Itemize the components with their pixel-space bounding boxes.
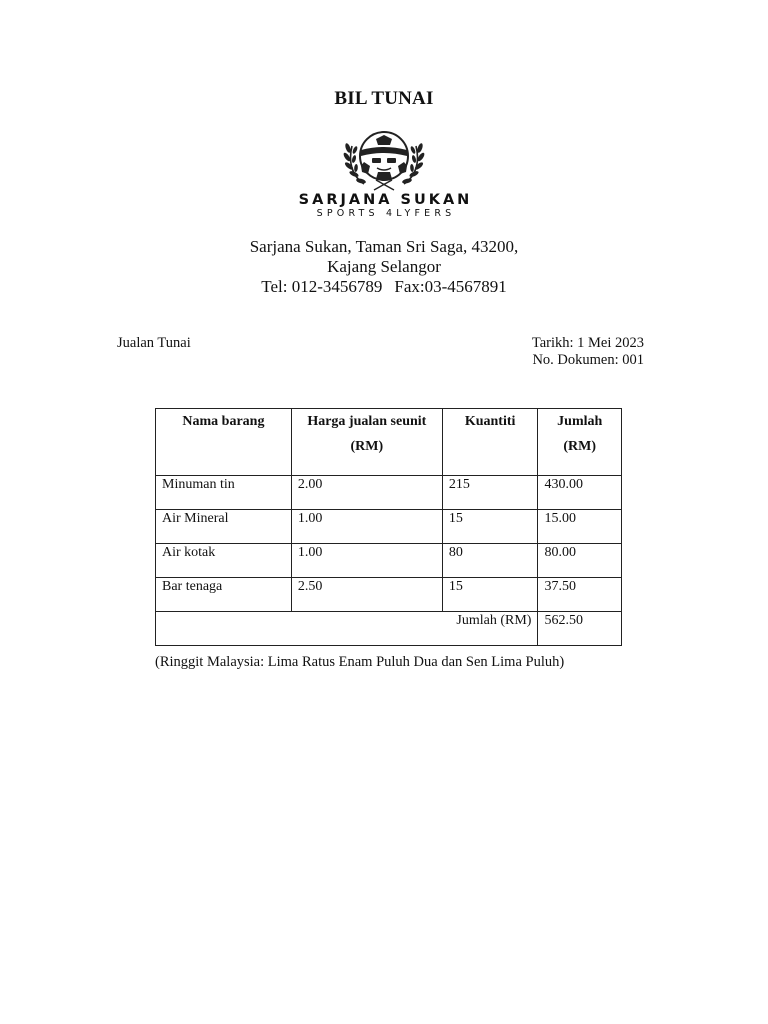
header-label: Kuantiti: [464, 414, 516, 429]
item-name-cell: Air kotak: [156, 544, 292, 578]
item-name-cell: Bar tenaga: [156, 578, 292, 612]
header-label: Jumlah: [557, 414, 603, 429]
amount-in-words: (Ringgit Malaysia: Lima Ratus Enam Puluh Dua dan Sen Lima Puluh): [155, 654, 565, 670]
table-row: [156, 510, 622, 544]
table-row: [156, 476, 622, 510]
grand-total-label: Jumlah (RM): [156, 612, 538, 646]
header-label: Harga jualan seunit: [307, 414, 427, 429]
address-line-1: Sarjana Sukan, Taman Sri Saga, 43200,: [249, 237, 519, 256]
brand-block: [0, 192, 768, 219]
document-number: No. Dokumen: 001: [532, 352, 644, 368]
sale-type: Jualan Tunai: [117, 335, 191, 351]
table-row: [156, 544, 622, 578]
header-unit: (RM): [350, 439, 384, 454]
unit-price-cell: 1.00: [291, 510, 442, 544]
table-row: [156, 578, 622, 612]
quantity-cell: 15: [442, 510, 538, 544]
header-label: Nama barang: [182, 414, 265, 429]
fax: Fax:03-4567891: [394, 277, 507, 296]
header-total: [538, 409, 622, 476]
unit-price-cell: 2.00: [291, 476, 442, 510]
item-name-cell: Air Mineral: [156, 510, 292, 544]
header-unit-price: [291, 409, 442, 476]
unit-price-cell: 2.50: [291, 578, 442, 612]
address-line-2: Kajang Selangor: [327, 257, 441, 276]
quantity-cell: 15: [442, 578, 538, 612]
quantity-cell: 80: [442, 544, 538, 578]
table-header-row: [156, 409, 622, 476]
header-unit: (RM): [563, 439, 597, 454]
total-cell: 15.00: [538, 510, 622, 544]
document-title: BIL TUNAI: [334, 88, 434, 109]
total-cell: 80.00: [538, 544, 622, 578]
football-laurel-logo-icon: [334, 126, 434, 192]
telephone: Tel: 012-3456789: [261, 277, 383, 296]
table-total-row: [156, 612, 622, 646]
header-quantity: [442, 409, 538, 476]
total-cell: 430.00: [538, 476, 622, 510]
brand-tagline: SPORTS 4LYFERS: [316, 208, 456, 219]
total-cell: 37.50: [538, 578, 622, 612]
brand-name: SARJANA SUKAN: [298, 192, 473, 208]
header-item-name: [156, 409, 292, 476]
contact-line: [0, 277, 768, 297]
document-date: Tarikh: 1 Mei 2023: [531, 335, 644, 351]
grand-total-value: 562.50: [538, 612, 622, 646]
item-name-cell: Minuman tin: [156, 476, 292, 510]
unit-price-cell: 1.00: [291, 544, 442, 578]
company-address: [0, 237, 768, 297]
items-table: [155, 408, 622, 646]
quantity-cell: 215: [442, 476, 538, 510]
document-meta: [532, 335, 644, 369]
